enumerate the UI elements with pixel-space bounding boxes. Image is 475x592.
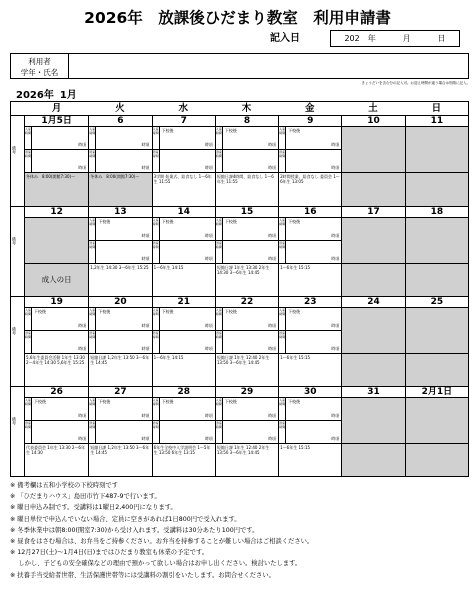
out-time-slot[interactable] bbox=[216, 331, 278, 353]
day-cell bbox=[25, 297, 88, 386]
day-number: 21 bbox=[153, 297, 215, 308]
in-time-slot[interactable] bbox=[25, 308, 88, 331]
slot-kind: 入室時間 bbox=[89, 308, 96, 330]
slot-kind: 退室時間 bbox=[25, 421, 32, 443]
slot-top: 下校後 bbox=[34, 309, 46, 314]
slot-top: 下校後 bbox=[288, 219, 301, 224]
school-dismissal-note: 冬休み 8:00(開館7:30)～ bbox=[25, 173, 88, 206]
day-number: 8 bbox=[216, 116, 278, 127]
out-time-slot[interactable] bbox=[279, 241, 341, 263]
slot-time: 時頃 bbox=[268, 233, 277, 238]
time-slots[interactable] bbox=[89, 218, 151, 264]
slot-time: 時頃 bbox=[204, 233, 213, 238]
out-time-slot[interactable] bbox=[153, 150, 215, 172]
time-slots[interactable] bbox=[89, 398, 151, 444]
school-dismissal-note bbox=[406, 444, 468, 476]
month-year: 2026年 bbox=[16, 90, 54, 101]
slot-time: 時頃 bbox=[331, 256, 340, 261]
week-row bbox=[11, 206, 468, 296]
note-line: ※ 「ひだまりハウス」島田市竹下487-9で行います。 bbox=[10, 493, 161, 501]
slot-time: 時頃 bbox=[78, 323, 87, 328]
note-line: ※ 曜日単位で申込んでいない場合、定員に空きがあれば1日800円で受入れます。 bbox=[10, 515, 241, 523]
time-slots[interactable] bbox=[406, 398, 468, 444]
weekday-header-cell: 日 bbox=[431, 103, 442, 114]
day-cell bbox=[278, 387, 341, 476]
day-cell bbox=[341, 116, 404, 206]
time-slots[interactable] bbox=[216, 308, 278, 354]
day-cell bbox=[152, 297, 215, 386]
entry-month: 月 bbox=[402, 34, 411, 43]
school-dismissal-note: 短縮日課 1,2年生 13:50 3～6年生 14:45 bbox=[90, 445, 150, 455]
day-cell bbox=[405, 116, 468, 206]
school-dismissal-note: 短縮日課 1,2年生 13:50 3～6年生 14:45 bbox=[90, 355, 150, 365]
out-time-slot[interactable] bbox=[25, 150, 88, 172]
slot-kind: 退室時間 bbox=[216, 331, 223, 353]
note-line: ※ 冬季休業中は朝8:00(開室7:30)から受け入れます。受講料は30分あたり100円です。 bbox=[10, 526, 259, 534]
slot-kind: 入室時間 bbox=[216, 308, 223, 330]
time-slots[interactable] bbox=[25, 308, 88, 354]
slot-time: 時頃 bbox=[204, 165, 213, 170]
day-cell bbox=[25, 387, 88, 476]
week-remarks-label: 備考 bbox=[11, 387, 25, 476]
slot-time: 時頃 bbox=[204, 256, 213, 261]
day-cell bbox=[215, 207, 278, 296]
school-dismissal-note: 成人の日 bbox=[25, 264, 88, 296]
slot-top: 下校後 bbox=[288, 128, 301, 133]
slot-time: 時頃 bbox=[141, 323, 150, 328]
week-row bbox=[11, 296, 468, 386]
time-slots[interactable] bbox=[342, 308, 404, 354]
school-dismissal-note bbox=[342, 354, 404, 386]
slot-kind: 入室時間 bbox=[279, 218, 286, 240]
slot-top: 下校後 bbox=[98, 219, 111, 224]
day-number: 12 bbox=[25, 207, 88, 218]
time-slots[interactable] bbox=[89, 308, 151, 354]
slot-top: 下校後 bbox=[98, 309, 111, 314]
school-dismissal-note bbox=[406, 264, 468, 296]
out-time-slot[interactable] bbox=[25, 331, 88, 353]
month-month: 1月 bbox=[59, 90, 77, 101]
user-row bbox=[10, 53, 469, 79]
slot-time: 時頃 bbox=[331, 233, 340, 238]
time-slots[interactable] bbox=[153, 398, 215, 444]
weekday-header-cell: 水 bbox=[178, 103, 188, 114]
slot-kind: 退室時間 bbox=[89, 241, 96, 263]
slot-time: 時頃 bbox=[268, 413, 277, 418]
slot-time: 時頃 bbox=[268, 142, 277, 147]
day-cell bbox=[88, 297, 151, 386]
school-dismissal-note bbox=[342, 264, 404, 296]
time-slots[interactable] bbox=[25, 127, 88, 173]
slot-top: 下校後 bbox=[288, 309, 301, 314]
note-line: ※ 扶養手当受給者世帯、生活保護世帯等には受講料の割引をいたします。お問合せください。 bbox=[10, 571, 275, 579]
in-time-slot[interactable] bbox=[279, 398, 341, 421]
in-time-slot[interactable] bbox=[216, 218, 278, 241]
slot-kind: 入室時間 bbox=[216, 398, 223, 420]
day-number: 26 bbox=[25, 387, 88, 398]
slot-kind: 退室時間 bbox=[89, 331, 96, 353]
slot-time: 時頃 bbox=[268, 256, 277, 261]
day-number: 7 bbox=[153, 116, 215, 127]
weekday-header-cell: 月 bbox=[51, 103, 62, 114]
day-number: 15 bbox=[216, 207, 278, 218]
day-number: 20 bbox=[89, 297, 151, 308]
in-time-slot[interactable] bbox=[279, 308, 341, 331]
slot-kind: 入室時間 bbox=[153, 308, 160, 330]
time-slots[interactable] bbox=[216, 398, 278, 444]
slot-time: 時頃 bbox=[268, 346, 277, 351]
school-dismissal-note: 代表委員会 1年生 13:30 2～6年生 14:30 bbox=[26, 445, 85, 455]
day-number: 13 bbox=[89, 207, 151, 218]
day-cell bbox=[215, 297, 278, 386]
slot-kind: 入室時間 bbox=[25, 398, 32, 420]
school-dismissal-note: 1～6年生 15:15 bbox=[280, 355, 311, 360]
slot-top: 下校後 bbox=[224, 309, 237, 314]
out-time-slot[interactable] bbox=[89, 331, 151, 353]
slot-kind: 退室時間 bbox=[153, 150, 160, 172]
school-dismissal-note bbox=[342, 173, 404, 206]
slot-time: 時頃 bbox=[204, 436, 213, 441]
school-dismissal-note: 冬休み 8:00(開館7:30)～ bbox=[89, 173, 151, 206]
school-dismissal-note: 1,2年生 14:30 3～6年生 15:25 bbox=[90, 265, 149, 270]
in-time-slot[interactable] bbox=[153, 398, 215, 421]
time-slots[interactable] bbox=[89, 127, 151, 173]
day-number: 6 bbox=[89, 116, 151, 127]
day-cell bbox=[88, 387, 151, 476]
entry-year: 202 年 bbox=[344, 34, 376, 43]
slot-kind: 入室時間 bbox=[279, 308, 286, 330]
out-time-slot[interactable] bbox=[25, 421, 88, 443]
entry-date-field[interactable] bbox=[330, 30, 460, 47]
slot-time: 時頃 bbox=[141, 346, 150, 351]
in-time-slot[interactable] bbox=[153, 127, 215, 150]
slot-time: 時頃 bbox=[78, 346, 87, 351]
slot-time: 時頃 bbox=[204, 413, 213, 418]
slot-time: 時頃 bbox=[204, 323, 213, 328]
slot-kind: 退室時間 bbox=[25, 331, 32, 353]
day-cell bbox=[278, 207, 341, 296]
slot-time: 時頃 bbox=[141, 436, 150, 441]
day-number: 30 bbox=[279, 387, 341, 398]
weekday-header-cell: 金 bbox=[305, 103, 315, 114]
school-dismissal-note: 短縮日課 1年生 12:40 2年生 13:50 3～6年生 14:45 bbox=[216, 355, 270, 365]
note: きょうだいを含む分の記入可。お迎え時間が違う場合は別紙に記入。 bbox=[361, 81, 470, 85]
school-dismissal-note: 1～6年生 15:15 bbox=[280, 265, 311, 270]
day-cell bbox=[215, 387, 278, 476]
in-time-slot[interactable] bbox=[25, 398, 88, 421]
day-cell bbox=[152, 387, 215, 476]
day-number: 16 bbox=[279, 207, 341, 218]
slot-time: 時頃 bbox=[78, 142, 87, 147]
day-cell bbox=[278, 116, 341, 206]
time-slots[interactable] bbox=[279, 308, 341, 354]
out-time-slot[interactable] bbox=[153, 241, 215, 263]
out-time-slot[interactable] bbox=[279, 421, 341, 443]
day-cell bbox=[88, 116, 151, 206]
slot-top: 下校後 bbox=[161, 309, 174, 314]
day-cell bbox=[215, 116, 278, 206]
in-time-slot[interactable] bbox=[216, 398, 278, 421]
day-cell bbox=[88, 207, 151, 296]
day-cell bbox=[152, 116, 215, 206]
slot-top: 下校後 bbox=[224, 399, 237, 404]
slot-kind: 入室時間 bbox=[89, 398, 96, 420]
weekday-header-cell: 木 bbox=[241, 103, 252, 114]
slot-top: 下校後 bbox=[288, 399, 301, 404]
day-number: 24 bbox=[342, 297, 404, 308]
in-time-slot[interactable] bbox=[279, 127, 341, 150]
in-time-slot[interactable] bbox=[153, 308, 215, 331]
day-number: 18 bbox=[406, 207, 468, 218]
time-slots[interactable] bbox=[153, 308, 215, 354]
in-time-slot[interactable] bbox=[216, 127, 278, 150]
time-slots[interactable] bbox=[153, 218, 215, 264]
day-number: 29 bbox=[216, 387, 278, 398]
slot-time: 時頃 bbox=[78, 413, 87, 418]
slot-kind: 退室時間 bbox=[279, 150, 286, 172]
slot-kind: 入室時間 bbox=[279, 398, 286, 420]
slot-kind: 入室時間 bbox=[25, 127, 32, 149]
time-slots[interactable] bbox=[406, 308, 468, 354]
slot-kind: 入室時間 bbox=[153, 127, 160, 149]
day-number: 2月1日 bbox=[406, 387, 468, 398]
out-time-slot[interactable] bbox=[153, 421, 215, 443]
out-time-slot[interactable] bbox=[89, 150, 151, 172]
user-label-line1: 利用者 bbox=[28, 57, 51, 66]
slot-kind: 入室時間 bbox=[89, 218, 96, 240]
school-dismissal-note: 3学期 始業式、給食なし 1～6年生 11:55 bbox=[153, 174, 212, 184]
slot-kind: 退室時間 bbox=[25, 150, 32, 172]
time-slots[interactable] bbox=[342, 218, 404, 264]
out-time-slot[interactable] bbox=[216, 241, 278, 263]
slot-kind: 退室時間 bbox=[153, 421, 160, 443]
slot-time: 時頃 bbox=[268, 165, 277, 170]
day-number: 9 bbox=[279, 116, 341, 127]
slot-top: 下校後 bbox=[98, 399, 111, 404]
school-dismissal-note: 短縮日課4時間、給食なし 1～6年生 11:55 bbox=[216, 174, 274, 184]
weekday-header-cell: 土 bbox=[368, 103, 378, 114]
week-row bbox=[11, 386, 468, 476]
time-slots[interactable] bbox=[216, 127, 278, 173]
weekday-header bbox=[10, 101, 469, 115]
slot-top: 下校後 bbox=[161, 219, 174, 224]
slot-kind: 退室時間 bbox=[216, 241, 223, 263]
day-cell bbox=[341, 297, 404, 386]
slot-top: 下校後 bbox=[161, 399, 174, 404]
slot-time: 時頃 bbox=[141, 142, 150, 147]
slot-kind: 退室時間 bbox=[89, 421, 96, 443]
slot-time: 時頃 bbox=[331, 323, 340, 328]
day-number: 28 bbox=[153, 387, 215, 398]
calendar bbox=[10, 115, 469, 477]
time-slots[interactable] bbox=[216, 218, 278, 264]
slot-top: 下校後 bbox=[161, 128, 174, 133]
time-slots[interactable] bbox=[25, 398, 88, 444]
day-cell bbox=[405, 207, 468, 296]
in-time-slot[interactable] bbox=[25, 127, 88, 150]
entry-day: 日 bbox=[437, 34, 446, 43]
slot-time: 時頃 bbox=[331, 165, 340, 170]
day-number: 22 bbox=[216, 297, 278, 308]
week-remarks-label: 備考 bbox=[11, 207, 25, 296]
day-cell bbox=[341, 387, 404, 476]
slot-time: 時頃 bbox=[331, 346, 340, 351]
slot-time: 時頃 bbox=[331, 436, 340, 441]
time-slots[interactable] bbox=[406, 218, 468, 264]
day-cell bbox=[25, 116, 88, 206]
entry-date-label: 記入日 bbox=[270, 33, 300, 44]
out-time-slot[interactable] bbox=[279, 331, 341, 353]
notes bbox=[10, 480, 472, 581]
slot-time: 時頃 bbox=[78, 436, 87, 441]
school-dismissal-note bbox=[406, 173, 468, 206]
school-dismissal-note: 1～6年生 14:15 bbox=[153, 265, 184, 270]
school-dismissal-note: 短縮日課 1年生 12:40 2年生 13:50 3～6年生 14:45 bbox=[216, 445, 270, 455]
in-time-slot[interactable] bbox=[89, 218, 151, 241]
week-row bbox=[11, 116, 468, 206]
slot-kind: 入室時間 bbox=[153, 218, 160, 240]
in-time-slot[interactable] bbox=[153, 218, 215, 241]
slot-time: 時頃 bbox=[331, 142, 340, 147]
day-cell bbox=[278, 297, 341, 386]
day-cell bbox=[25, 207, 88, 296]
in-time-slot[interactable] bbox=[216, 308, 278, 331]
slot-time: 時頃 bbox=[141, 165, 150, 170]
school-dismissal-note bbox=[342, 444, 404, 476]
page-title: 2026年 放課後ひだまり教室 利用申請書 bbox=[84, 9, 391, 27]
weekday-header-cell: 火 bbox=[115, 103, 125, 114]
time-slots[interactable] bbox=[25, 218, 88, 264]
in-time-slot[interactable] bbox=[279, 218, 341, 241]
user-name-field[interactable] bbox=[69, 54, 468, 78]
day-number: 1月5日 bbox=[25, 116, 88, 127]
out-time-slot[interactable] bbox=[216, 150, 278, 172]
user-label bbox=[11, 54, 69, 78]
slot-kind: 入室時間 bbox=[89, 127, 96, 149]
school-dismissal-note: 1～6年生 14:15 bbox=[153, 355, 184, 360]
note-line: ※ 曜日申込み制です。受講料は1曜日2,400円になります。 bbox=[10, 504, 177, 512]
school-dismissal-note: 1～6年生 15:15 bbox=[280, 445, 311, 450]
out-time-slot[interactable] bbox=[153, 331, 215, 353]
slot-time: 時頃 bbox=[141, 413, 150, 418]
slot-top: 下校後 bbox=[224, 128, 237, 133]
slot-time: 時頃 bbox=[78, 165, 87, 170]
time-slots[interactable] bbox=[406, 127, 468, 173]
slot-kind: 退室時間 bbox=[279, 421, 286, 443]
slot-kind: 入室時間 bbox=[153, 398, 160, 420]
slot-kind: 退室時間 bbox=[153, 241, 160, 263]
week-remarks-label: 備考 bbox=[11, 297, 25, 386]
slot-kind: 退室時間 bbox=[216, 421, 223, 443]
time-slots[interactable] bbox=[153, 127, 215, 173]
day-number: 19 bbox=[25, 297, 88, 308]
slot-time: 時頃 bbox=[268, 436, 277, 441]
slot-kind: 退室時間 bbox=[279, 241, 286, 263]
note-line: ※ 12月27日(土)～1月4日(日)まではひだまり教室も休業の予定です。 bbox=[10, 549, 209, 557]
slot-time: 時頃 bbox=[204, 142, 213, 147]
day-number: 17 bbox=[342, 207, 404, 218]
slot-kind: 入室時間 bbox=[25, 308, 32, 330]
slot-kind: 入室時間 bbox=[216, 218, 223, 240]
day-cell bbox=[341, 207, 404, 296]
slot-time: 時頃 bbox=[268, 323, 277, 328]
note-line: ※ 昼食をはさむ場合は、お弁当をご持参ください。お弁当を持参することが難しい場合はご相談ください。 bbox=[10, 538, 314, 546]
slot-kind: 退室時間 bbox=[89, 150, 96, 172]
school-dismissal-note: 2時間授業、給食なし 委員会 1～6年生 13:05 bbox=[280, 174, 340, 184]
out-time-slot[interactable] bbox=[216, 421, 278, 443]
out-time-slot[interactable] bbox=[89, 421, 151, 443]
day-cell bbox=[152, 207, 215, 296]
slot-kind: 退室時間 bbox=[216, 150, 223, 172]
day-number: 10 bbox=[342, 116, 404, 127]
day-number: 11 bbox=[406, 116, 468, 127]
out-time-slot[interactable] bbox=[279, 150, 341, 172]
day-cell bbox=[405, 297, 468, 386]
slot-kind: 退室時間 bbox=[153, 331, 160, 353]
user-label-line2: 学年・氏名 bbox=[20, 68, 59, 77]
day-cell bbox=[405, 387, 468, 476]
entry-date bbox=[270, 30, 460, 47]
day-number: 14 bbox=[153, 207, 215, 218]
note-line: ※ 備考欄は五和小学校の下校時刻です bbox=[10, 482, 119, 489]
day-number: 25 bbox=[406, 297, 468, 308]
slot-top: 下校後 bbox=[34, 399, 46, 404]
slot-kind: 退室時間 bbox=[279, 331, 286, 353]
slot-time: 時頃 bbox=[204, 346, 213, 351]
school-dismissal-note: 6年生全校中入学説明会 1～5年生 13:50 6年生 13:15 bbox=[153, 445, 211, 455]
note-line: しかし、子どもの安全確保などの理由で預かって欲しい場合はお申し出ください。検討いたします。 bbox=[10, 560, 302, 568]
time-slots[interactable] bbox=[279, 218, 341, 264]
slot-kind: 入室時間 bbox=[279, 127, 286, 149]
day-number: 27 bbox=[89, 387, 151, 398]
slot-kind: 入室時間 bbox=[216, 127, 223, 149]
time-slots[interactable] bbox=[342, 127, 404, 173]
time-slots[interactable] bbox=[279, 127, 341, 173]
out-time-slot[interactable] bbox=[89, 241, 151, 263]
slot-top: 下校後 bbox=[224, 219, 237, 224]
school-dismissal-note: 5,6年生委員会活動 1年生 13:30 2～4年生 14:30 5,6年生 15:25 bbox=[26, 355, 85, 365]
month-label bbox=[16, 86, 77, 101]
in-time-slot[interactable] bbox=[89, 127, 151, 150]
slot-time: 時頃 bbox=[141, 233, 150, 238]
school-dismissal-note: 短縮日課 1年生 13:30 2年生 14:30 3～6年生 14:45 bbox=[216, 265, 270, 275]
week-remarks-label: 備考 bbox=[11, 116, 25, 206]
slot-time: 時頃 bbox=[141, 256, 150, 261]
school-dismissal-note bbox=[406, 354, 468, 386]
in-time-slot[interactable] bbox=[89, 398, 151, 421]
slot-time: 時頃 bbox=[331, 413, 340, 418]
day-number: 23 bbox=[279, 297, 341, 308]
time-slots[interactable] bbox=[342, 398, 404, 444]
in-time-slot[interactable] bbox=[89, 308, 151, 331]
time-slots[interactable] bbox=[279, 398, 341, 444]
day-number: 31 bbox=[342, 387, 404, 398]
